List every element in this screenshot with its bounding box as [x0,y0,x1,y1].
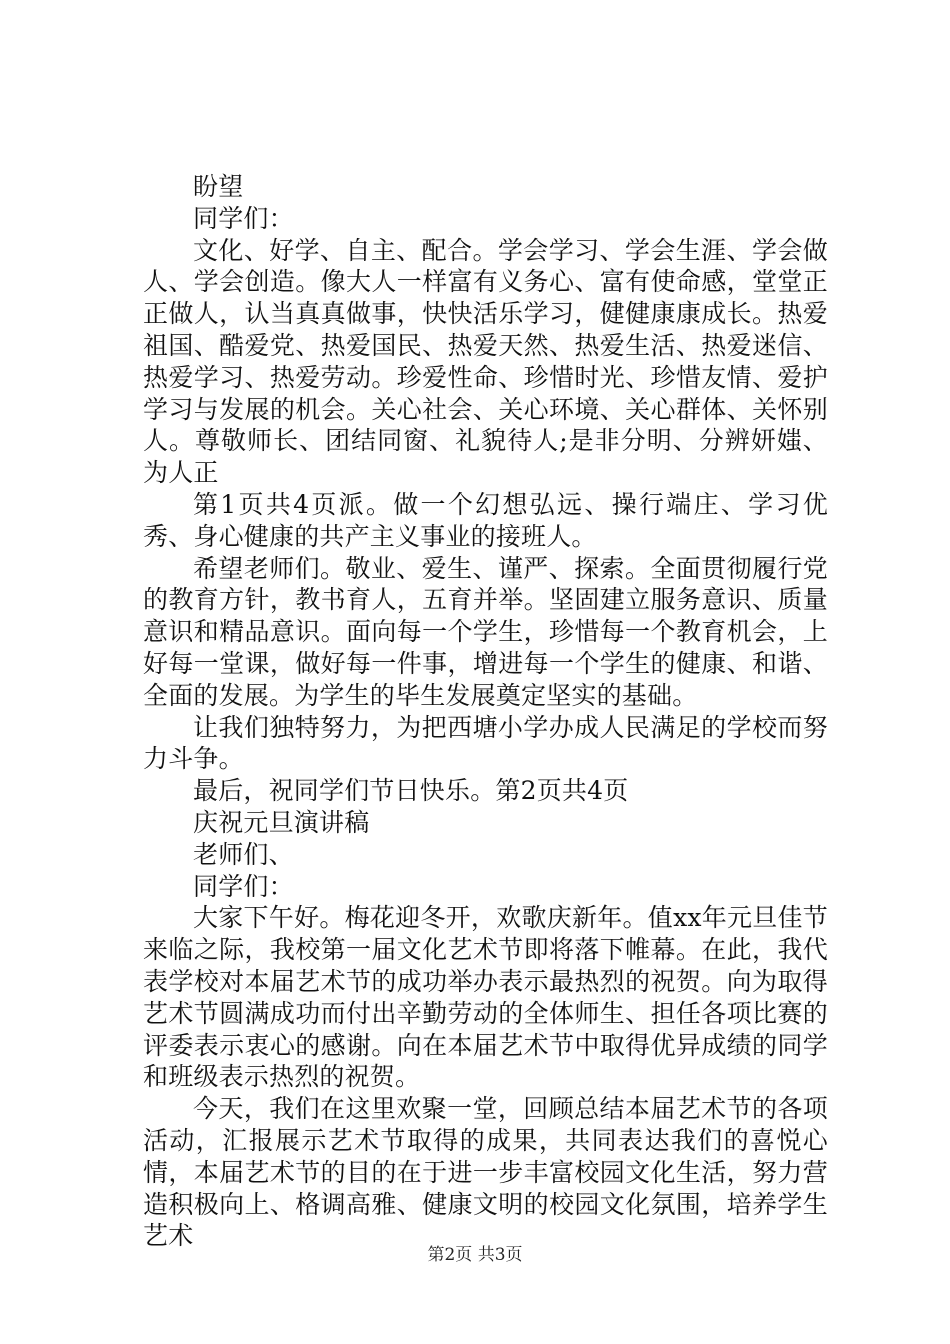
paragraph-today: 今天，我们在这里欢聚一堂，回顾总结本届艺术节的各项活动，汇报展示艺术节取得的成果，共同表达我们的喜悦心情，本届艺术节的目的在于进一步丰富校园文化生活，努力营造积极向上、格调高雅、健康文明的校园文化氛围，培养学生艺术 [143,1094,828,1251]
paragraph-student-expectations: 文化、好学、自主、配合。学会学习、学会生涯、学会做人、学会创造。像大人一样富有义务心、富有使命感，堂堂正正做人，认当真真做事，快快活乐学习，健健康康成长。热爱祖国、酷爱党、热爱国民、热爱天然、热爱生活、热爱迷信、热爱学习、热爱劳动。珍爱性命、珍惜时光、珍惜友情、爱护学习与发展的机会。关心社会、关心环境、关心群体、关怀别人。尊敬师长、团结同窗、礼貌待人;是非分明、分辨妍媸、为人正 [143,235,828,488]
paragraph-salutation-students-2: 同学们： [193,871,294,901]
paragraph-greeting: 大家下午好。梅花迎冬开，欢歌庆新年。值xx年元旦佳节来临之际，我校第一届文化艺术节即将落下帷幕。在此，我代表学校对本届艺术节的成功举办表示最热烈的祝贺。向为取得艺术节圆满成功而付出辛勤劳动的全体师生、担任各项比赛的评委表示衷心的感谢。向在本届艺术节中取得优异成绩的同学和班级表示热烈的祝贺。 [143,903,828,1092]
document-body [143,171,828,1252]
paragraph-closing-wishes: 最后，祝同学们节日快乐。第2页共4页 [193,776,629,806]
page-footer: 第2页 共3页 [427,1245,523,1265]
paragraph-heading-hope: 盼望 [193,172,244,201]
paragraph-speech-title: 庆祝元旦演讲稿 [193,807,370,837]
paragraph-salutation-students: 同学们： [193,203,294,233]
paragraph-salutation-teachers: 老师们、 [193,839,294,869]
paragraph-successor: 第1页共4页派。做一个幻想弘远、操行端庄、学习优秀、身心健康的共产主义事业的接班人。 [143,489,828,551]
paragraph-call-to-action: 让我们独特努力，为把西塘小学办成人民满足的学校而努力斗争。 [143,712,828,774]
paragraph-teacher-expectations: 希望老师们。敬业、爱生、谨严、探索。全面贯彻履行党的教育方针，教书育人，五育并举。坚固建立服务意识、质量意识和精品意识。面向每一个学生，珍惜每一个教育机会，上好每一堂课，做好每一件事，增进每一个学生的健康、和谐、全面的发展。为学生的毕生发展奠定坚实的基础。 [143,553,828,710]
